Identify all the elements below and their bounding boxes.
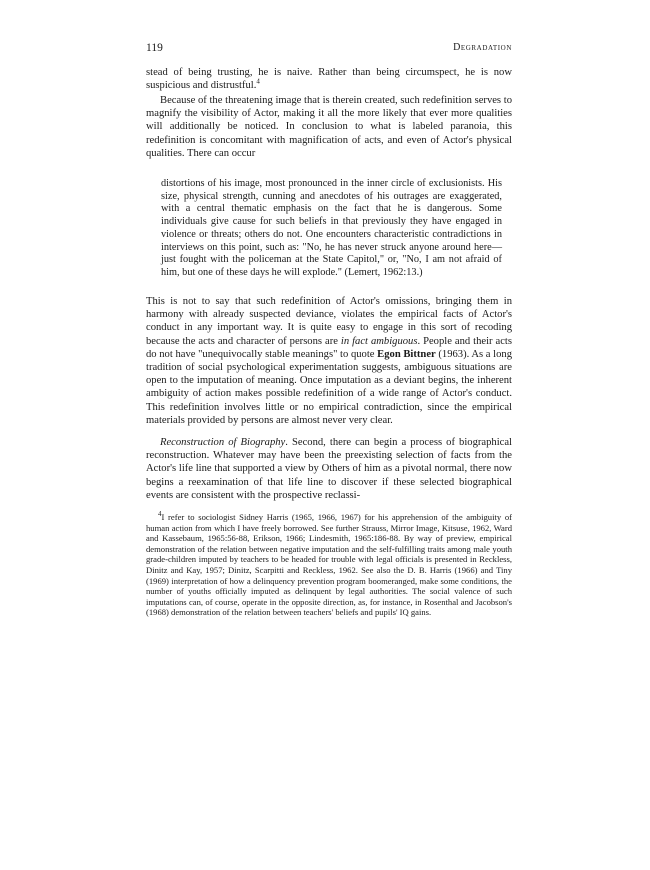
paragraph-3	[146, 295, 512, 427]
block-quote-text: distortions of his image, most pronounced in the inner circle of exclusionists. His size, physical strength, cunning and anecdotes of his outrages are exaggerated, with a central thematic emphasis on the fact that he is dangerous. Some individuals give cause for such beliefs in that previously they have engaged in violence or threats; others do not. One encounters characteristic contradictions in interviews on this point, such as: "No, he has never struck anyone around here—just fought with the policeman at the State Capitol," or, "No, I am not afraid of him, but one of these days he will explode."	[161, 178, 502, 278]
footnotes	[146, 512, 512, 618]
block-quote-citation: (Lemert, 1962:13.)	[344, 266, 423, 278]
paragraph-3-part1: This is not to say that such redefinition of Actor's omissions, bringing them in harmony with already suspected deviance, violates the empirical facts of Actor's conduct in any important way. It is quite easy to engage in this sort of recoding because the acts and character of persons are	[146, 296, 512, 347]
page-number: 119	[146, 42, 163, 54]
paragraph-1-text: stead of being trusting, he is naive. Rather than being circumspect, he is now suspicious and distrustful.	[146, 67, 512, 92]
footnote-mark: 4	[158, 510, 162, 519]
footnote-text: I refer to sociologist Sidney Harris (1965, 1966, 1967) for his apprehension of the ambiguity of human action from which I have freely borrowed. See further Strauss, Mirror Image, Kitsuse, 1962, Ward and Kassebaum, 1965:56-88, Erikson, 1966; Lindesmith, 1965:186-88. By way of preview, empirical demonstration of the relation between negative imputation and the self-fulfilling traits among male youth grade-children imputed by teachers to be headed for trouble with legal officials is presented in Reckless, Dinitz and Kay, 1957; Dinitz, Scarpitti and Reckless, 1962. See also the D. B. Harris (1966) and Tiny (1969) interpretation of how a delinquency prevention program boomeranged, make some conditions, the number of youths officially imputed as delinquent by legal authorities. The social valence of such imputations can, of course, operate in the opposite direction, as, for instance, in Rosenthal and Jacobson's (1968) demonstration of the relation between teachers' beliefs and pupils' IQ gains.	[146, 512, 512, 618]
paragraph-3-part2: . People and their acts do not have "unequivocally stable meanings" to quote	[146, 335, 512, 360]
paragraph-4-text: . Second, there can begin a process of biographical reconstruction. Whatever may have been the preexisting selection of facts from the Actor's life line that supported a view by Others of him as a pivotal normal, there now begins a reexamination of that life line to discover if these selected biographical events are consistent with the prospective reclassi-	[146, 437, 513, 501]
paragraph-2	[146, 94, 512, 160]
paragraph-4	[146, 436, 512, 502]
paragraph-1	[146, 66, 512, 92]
paragraph-3-author: Egon Bittner	[377, 348, 436, 360]
footnote-ref: 4	[256, 77, 260, 86]
block-quote	[161, 178, 502, 280]
page-header	[146, 42, 512, 58]
section-heading: Reconstruction of Biography	[160, 437, 286, 448]
paragraph-3-part3: (1963). As a long tradition of social psychological experimentation suggests, ambiguous situations are open to the imputation of meaning. Once imputation as a deviant begins, the inherent ambiguity of action makes possible redefinition of a wide range of Actor's conduct. This redefinition involves little or no empirical contradiction, since the empirical materials provided by persons are almost never very clear.	[146, 348, 512, 426]
paragraph-3-emphasis: in fact ambiguous	[340, 335, 418, 347]
paragraph-2-text: Because of the threatening image that is therein created, such redefinition serves to magnify the visibility of Actor, making it all the more likely that ever more qualities will additionally be noticed. In conclusion to what is labeled paranoia, this redefinition is concomitant with magnification of acts, and even of Actor's physical qualities. There can occur	[146, 95, 512, 159]
running-head: Degradation	[453, 42, 512, 53]
